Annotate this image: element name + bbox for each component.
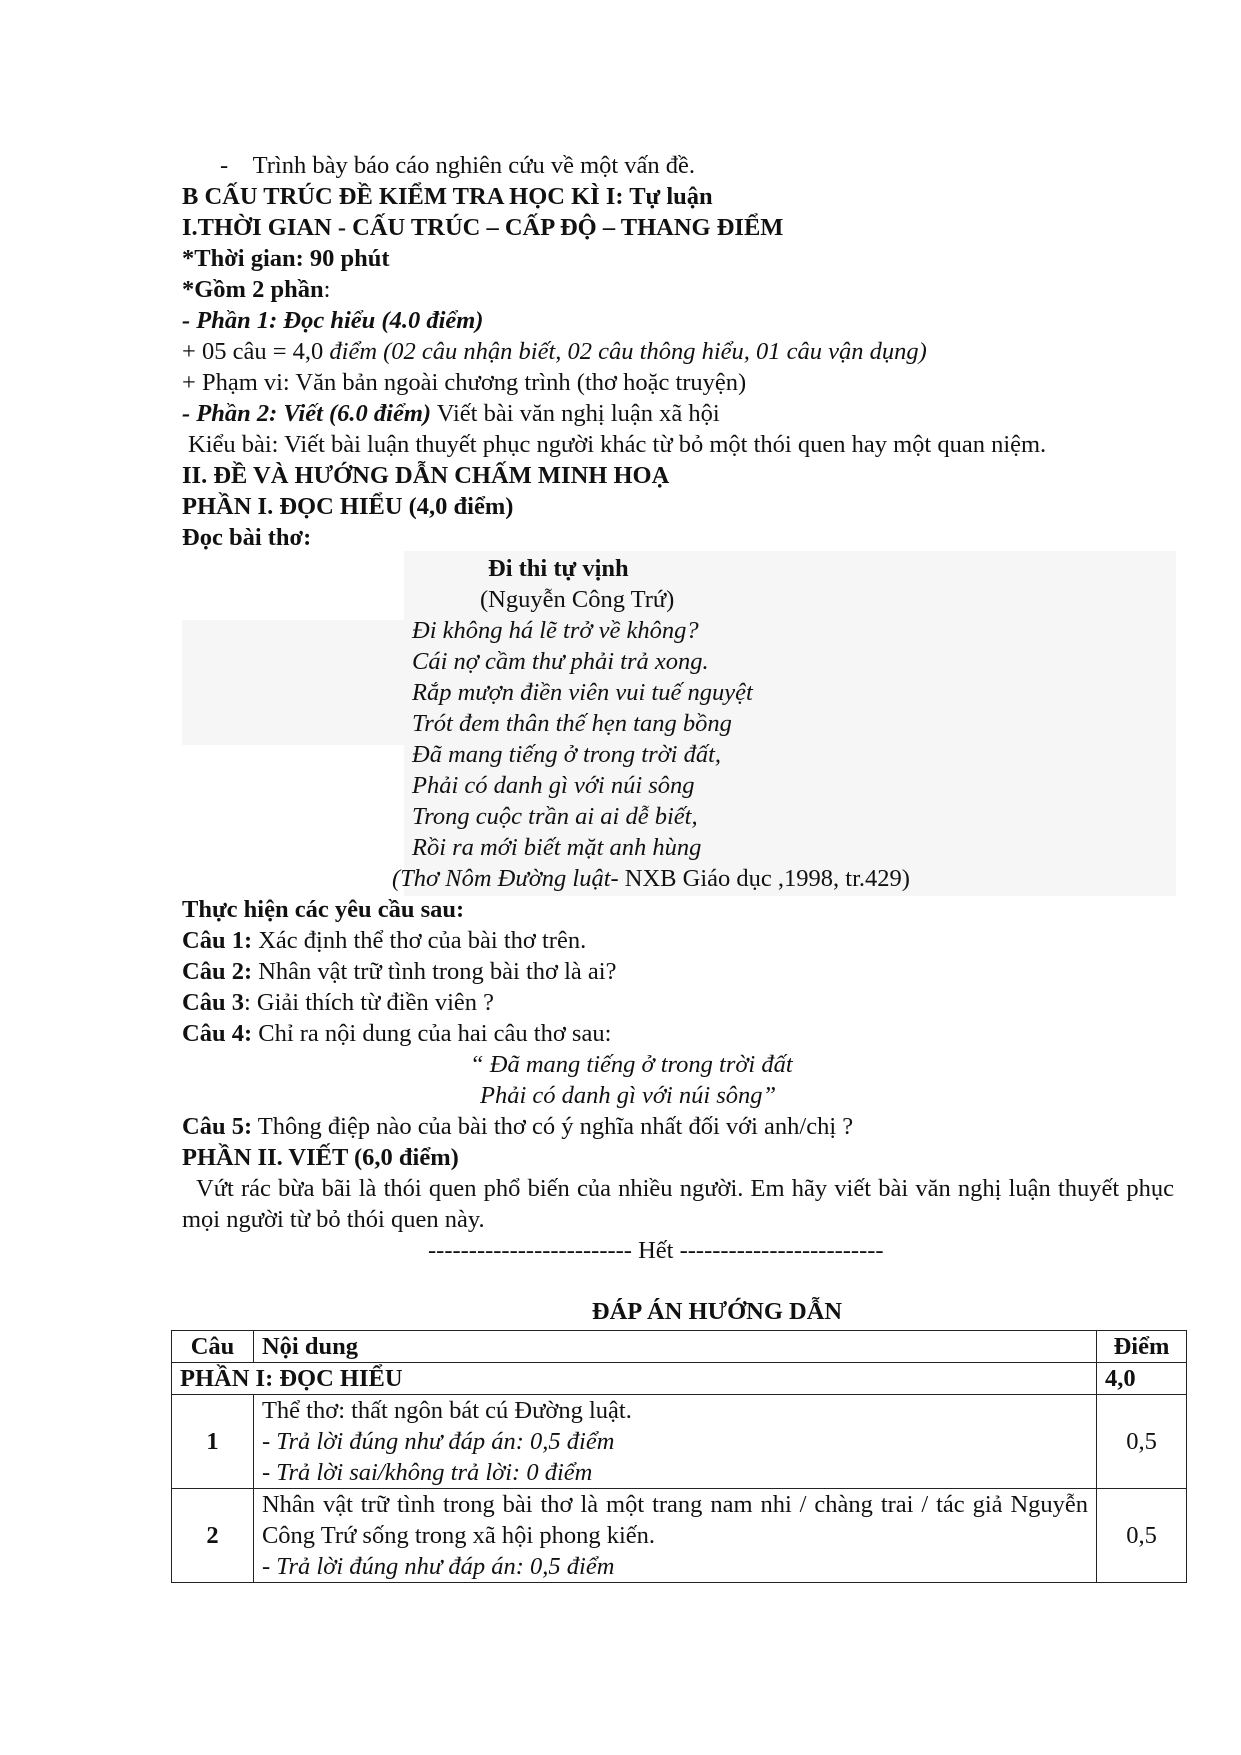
question-2: [182, 956, 617, 987]
question-text: Xác định thể thơ của bài thơ trên.: [252, 927, 587, 954]
parts-count: [182, 274, 330, 305]
poem-line: Đi không há lẽ trở về không?: [412, 617, 699, 644]
score-cell: 0,5: [1097, 1395, 1187, 1489]
question-text: Chỉ ra nội dung của hai câu thơ sau:: [252, 1020, 612, 1047]
writing-prompt: Vứt rác bừa bãi là thói quen phổ biến của nhiều người. Em hãy viết bài văn nghị luận thuyết phục mọi người từ bỏ thói quen này.: [182, 1175, 1174, 1233]
header-cell: Điểm: [1097, 1331, 1187, 1363]
tasks-heading: Thực hiện các yêu cầu sau:: [182, 896, 465, 923]
poem-background-left: [182, 620, 406, 745]
part1-scope: + Phạm vi: Văn bản ngoài chương trình (thơ hoặc truyện): [182, 369, 747, 396]
part2-line: [182, 398, 720, 429]
end-marker: ------------------------- Hết -------------------------: [428, 1237, 884, 1264]
question-number-cell: 2: [172, 1489, 254, 1583]
poem-source-publisher: - NXB Giáo dục ,1998, tr.429): [610, 865, 910, 892]
part2-title: - Phần 2: Viết (6.0 điểm): [182, 400, 432, 427]
question-label: Câu 4:: [182, 1020, 253, 1047]
question-text: : Giải thích từ điền viên ?: [243, 989, 495, 1016]
top-bullet-text: Trình bày báo cáo nghiên cứu về một vấn đề.: [252, 152, 696, 179]
section-label-cell: PHẦN I: ĐỌC HIỂU: [172, 1363, 1097, 1395]
question-5: [182, 1111, 853, 1142]
poem-author: (Nguyễn Công Trứ): [480, 586, 675, 613]
poem-source-book: (Thơ Nôm Đường luật: [392, 865, 611, 892]
header-cell: Nội dung: [253, 1331, 1096, 1363]
reading-part-heading: PHẦN I. ĐỌC HIỂU (4,0 điểm): [182, 493, 514, 520]
part1-questions-prefix: + 05 câu = 4,0: [182, 338, 330, 365]
section-i-heading: I.THỜI GIAN - CẤU TRÚC – CẤP ĐỘ – THANG ĐIỂM: [182, 214, 784, 241]
table-header-row: [172, 1331, 1187, 1363]
table-row: [172, 1395, 1187, 1489]
parts-count-colon: :: [323, 276, 331, 303]
exam-time: *Thời gian: 90 phút: [182, 245, 390, 272]
answer-heading: ĐÁP ÁN HƯỚNG DẪN: [591, 1298, 843, 1325]
table-section-row: [172, 1363, 1187, 1395]
poem-line: Cái nợ cầm thư phải trả xong.: [412, 648, 709, 675]
section-score-cell: 4,0: [1097, 1363, 1187, 1395]
essay-type: Kiểu bài: Viết bài luận thuyết phục người khác từ bỏ một thói quen hay một quan niệm.: [188, 431, 1047, 458]
answer-content: Nhân vật trữ tình trong bài thơ là một trang nam nhi / chàng trai / tác giả Nguyễn Công Trứ sống trong xã hội phong kiến.: [261, 1491, 1089, 1549]
question-label: Câu 3: [182, 989, 244, 1016]
section-ii-heading: II. ĐỀ VÀ HƯỚNG DẪN CHẤM MINH HOẠ: [182, 462, 670, 489]
parts-count-label: *Gồm 2 phần: [182, 276, 324, 303]
read-poem-label: Đọc bài thơ:: [182, 524, 312, 551]
poem-line: Trong cuộc trần ai ai dễ biết,: [412, 803, 698, 830]
part1-questions: [182, 336, 927, 367]
part1-title: - Phần 1: Đọc hiểu (4.0 điểm): [182, 307, 484, 334]
question-number-cell: 1: [172, 1395, 254, 1489]
grading-note: - Trả lời đúng như đáp án: 0,5 điểm: [261, 1428, 615, 1455]
poem-line: Rồi ra mới biết mặt anh hùng: [412, 834, 702, 861]
quoted-verse-line: “ Đã mang tiếng ở trong trời đất: [470, 1051, 793, 1078]
answer-content-cell: [253, 1395, 1096, 1489]
grading-note: - Trả lời đúng như đáp án: 0,5 điểm: [261, 1553, 615, 1580]
poem-line: Đã mang tiếng ở trong trời đất,: [412, 741, 722, 768]
table-row: [172, 1489, 1187, 1583]
part1-questions-detail: điểm (02 câu nhận biết, 02 câu thông hiểu, 01 câu vận dụng): [329, 338, 927, 365]
bullet-dash: -: [220, 152, 253, 179]
poem-line: Rắp mượn điền viên vui tuế nguyệt: [412, 679, 753, 706]
poem-line: Phải có danh gì với núi sông: [412, 772, 695, 799]
question-label: Câu 5:: [182, 1113, 253, 1140]
score-cell: 0,5: [1097, 1489, 1187, 1583]
writing-part-heading: PHẦN II. VIẾT (6,0 điểm): [182, 1144, 459, 1171]
question-4: [182, 1018, 611, 1049]
header-cell: Câu: [172, 1331, 254, 1363]
question-1: [182, 925, 586, 956]
answer-table: [171, 1330, 1187, 1583]
quoted-verse-line: Phải có danh gì với núi sông”: [480, 1082, 777, 1109]
section-b-heading: B CẤU TRÚC ĐỀ KIỂM TRA HỌC KÌ I: Tự luận: [182, 183, 713, 210]
poem-source: [392, 863, 910, 894]
poem-title: Đi thi tự vịnh: [488, 555, 629, 582]
answer-content-cell: [253, 1489, 1096, 1583]
part2-desc: Viết bài văn nghị luận xã hội: [431, 400, 720, 427]
grading-note: - Trả lời sai/không trả lời: 0 điểm: [261, 1459, 593, 1486]
question-text: Nhân vật trữ tình trong bài thơ là ai?: [252, 958, 617, 985]
question-label: Câu 1:: [182, 927, 253, 954]
question-3: [182, 987, 494, 1018]
question-label: Câu 2:: [182, 958, 253, 985]
answer-content: Thể thơ: thất ngôn bát cú Đường luật.: [261, 1397, 632, 1424]
top-bullet: [220, 150, 695, 181]
question-text: Thông điệp nào của bài thơ có ý nghĩa nhất đối với anh/chị ?: [252, 1113, 854, 1140]
poem-line: Trót đem thân thế hẹn tang bồng: [412, 710, 732, 737]
